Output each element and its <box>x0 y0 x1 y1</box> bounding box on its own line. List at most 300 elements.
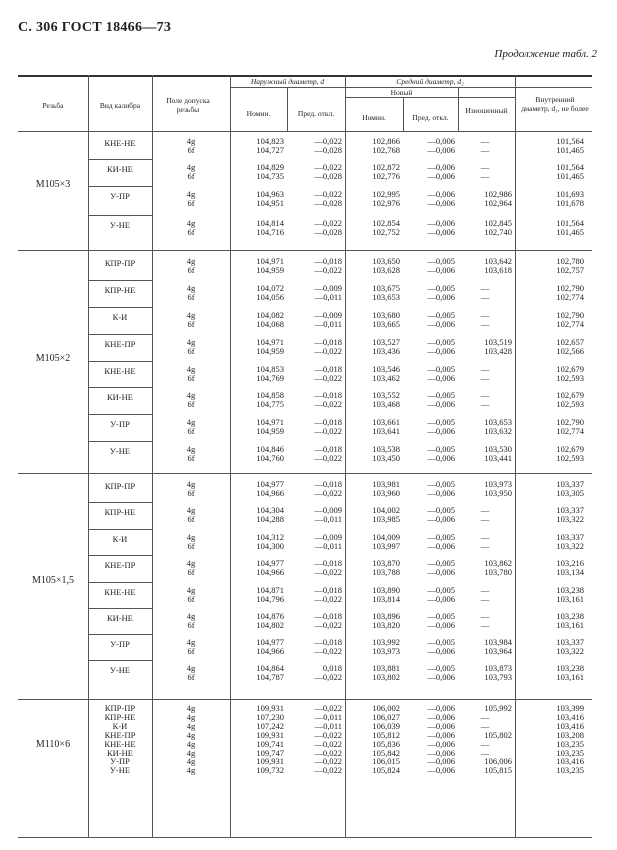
outer-nominal: 104,963 <box>256 189 284 199</box>
inner-diameter: 103,134 <box>556 567 584 577</box>
outer-deviation: —0,018 <box>314 585 342 595</box>
outer-deviation: —0,022 <box>314 373 342 383</box>
thread-designation: M105×2 <box>35 353 71 364</box>
inner-diameter: 102,593 <box>556 453 584 463</box>
middle-deviation: —0,005 <box>427 479 455 489</box>
inner-diameter: 103,337 <box>556 505 584 515</box>
outer-deviation: —0,009 <box>314 532 342 542</box>
middle-deviation: —0,006 <box>427 227 455 237</box>
middle-nominal: 103,641 <box>372 426 400 436</box>
middle-deviation: —0,005 <box>427 283 455 293</box>
middle-nominal: 103,665 <box>372 319 400 329</box>
tolerance-field: 4g <box>186 738 196 749</box>
gauge-type: У-ПР <box>110 756 130 767</box>
outer-deviation: —0,022 <box>314 594 342 604</box>
middle-deviation: —0,006 <box>427 145 455 155</box>
outer-nominal: 104,304 <box>256 505 284 515</box>
inner-diameter: 101,465 <box>556 145 584 155</box>
middle-deviation: —0,006 <box>427 189 455 199</box>
page-header: С. 306 ГОСТ 18466—73 <box>18 20 172 35</box>
middle-deviation: —0,006 <box>427 720 455 731</box>
worn-value: — <box>480 532 490 542</box>
tolerance-field: 4g <box>186 703 196 713</box>
inner-diameter: 103,238 <box>556 585 584 595</box>
tolerance-field: 4g <box>186 417 196 427</box>
outer-deviation: 0,018 <box>322 663 342 673</box>
outer-nominal: 104,716 <box>256 227 284 237</box>
outer-deviation: —0,009 <box>314 505 342 515</box>
header-middle-deviation: Пред. откл. <box>412 113 449 122</box>
middle-nominal: 103,820 <box>372 620 400 630</box>
outer-deviation: —0,022 <box>314 136 342 146</box>
outer-nominal: 104,959 <box>256 265 284 275</box>
worn-value: — <box>480 747 490 758</box>
tolerance-field: 4g <box>186 337 196 347</box>
middle-deviation: —0,006 <box>427 319 455 329</box>
outer-nominal: 104,727 <box>256 145 284 155</box>
middle-deviation: —0,006 <box>427 265 455 275</box>
header-tolerance: Поле допуска резьбы <box>166 96 210 114</box>
inner-diameter: 101,465 <box>556 227 584 237</box>
worn-value: 102,740 <box>484 227 512 237</box>
outer-deviation: —0,022 <box>314 729 342 740</box>
worn-value: 103,973 <box>484 479 512 489</box>
worn-value: 105,802 <box>484 729 512 740</box>
gauge-row-divider <box>88 361 152 362</box>
header-outer-deviation: Пред. откл. <box>297 109 335 118</box>
outer-deviation: —0,018 <box>314 390 342 400</box>
worn-value: — <box>480 711 490 722</box>
header-outer-nominal: Номин. <box>246 109 271 118</box>
worn-value: — <box>480 171 490 181</box>
tolerance-field: 6f <box>187 265 195 275</box>
gauge-type: КНЕ-ПР <box>104 560 136 570</box>
outer-deviation: —0,009 <box>314 283 342 293</box>
header-middle-nominal: Номин. <box>362 113 386 122</box>
gauge-type: КНЕ-НЕ <box>104 738 136 749</box>
outer-deviation: —0,022 <box>314 218 342 228</box>
inner-diameter: 102,774 <box>556 292 584 302</box>
inner-diameter: 103,416 <box>556 756 584 767</box>
middle-deviation: —0,006 <box>427 594 455 604</box>
inner-diameter: 102,790 <box>556 417 584 427</box>
outer-nominal: 104,787 <box>256 672 284 682</box>
middle-nominal: 103,628 <box>372 265 400 275</box>
middle-nominal: 103,890 <box>372 585 400 595</box>
outer-nominal: 104,072 <box>256 283 284 293</box>
outer-deviation: —0,018 <box>314 337 342 347</box>
gauge-row-divider <box>88 441 152 442</box>
middle-deviation: —0,005 <box>427 585 455 595</box>
tolerance-field: 4g <box>186 532 196 542</box>
worn-value: — <box>480 292 490 302</box>
worn-value: — <box>480 611 490 621</box>
tolerance-field: 4g <box>186 558 196 568</box>
gauge-type: У-НЕ <box>109 446 131 456</box>
gauge-type: У-ПР <box>110 419 130 429</box>
tolerance-field: 6f <box>187 292 195 302</box>
middle-deviation: —0,005 <box>427 663 455 673</box>
outer-nominal: 104,951 <box>256 198 284 208</box>
middle-deviation: —0,006 <box>427 136 455 146</box>
section-divider <box>18 473 592 474</box>
inner-diameter: 103,416 <box>556 720 584 731</box>
middle-nominal: 105,836 <box>372 738 400 749</box>
middle-deviation: —0,006 <box>427 346 455 356</box>
outer-deviation: —0,022 <box>314 756 342 767</box>
middle-nominal: 102,872 <box>372 162 400 172</box>
worn-value: 103,873 <box>484 663 512 673</box>
middle-deviation: —0,005 <box>427 390 455 400</box>
inner-diameter: 101,693 <box>556 189 584 199</box>
tolerance-field: 6f <box>187 567 195 577</box>
gauge-type: К-И <box>112 720 128 731</box>
outer-nominal: 104,971 <box>256 256 284 266</box>
section-divider <box>18 837 592 838</box>
tolerance-field: 6f <box>187 453 195 463</box>
outer-nominal: 104,823 <box>256 136 284 146</box>
outer-deviation: —0,022 <box>314 346 342 356</box>
inner-diameter: 102,593 <box>556 399 584 409</box>
middle-nominal: 103,527 <box>372 337 400 347</box>
gauge-type: К-И <box>112 534 128 544</box>
inner-diameter: 102,593 <box>556 373 584 383</box>
worn-value: — <box>480 390 490 400</box>
middle-nominal: 103,802 <box>372 672 400 682</box>
worn-value: — <box>480 310 490 320</box>
tolerance-field: 6f <box>187 198 195 208</box>
outer-deviation: —0,022 <box>314 646 342 656</box>
gauge-row-divider <box>88 582 152 583</box>
inner-diameter: 101,465 <box>556 171 584 181</box>
worn-value: 103,642 <box>484 256 512 266</box>
middle-deviation: —0,005 <box>427 417 455 427</box>
middle-nominal: 102,776 <box>372 171 400 181</box>
inner-diameter: 103,416 <box>556 711 584 722</box>
middle-nominal: 103,973 <box>372 646 400 656</box>
tolerance-field: 4g <box>186 505 196 515</box>
outer-nominal: 104,971 <box>256 417 284 427</box>
middle-deviation: —0,006 <box>427 541 455 551</box>
middle-deviation: —0,006 <box>427 756 455 767</box>
middle-deviation: —0,006 <box>427 426 455 436</box>
inner-diameter: 102,657 <box>556 337 584 347</box>
tolerance-field: 4g <box>186 765 196 776</box>
tolerance-field: 6f <box>187 541 195 551</box>
outer-deviation: —0,022 <box>314 747 342 758</box>
outer-nominal: 104,977 <box>256 479 284 489</box>
header-gauge: Вид калибра <box>99 101 141 110</box>
middle-deviation: —0,006 <box>427 488 455 498</box>
outer-deviation: —0,018 <box>314 256 342 266</box>
gauge-type: КНЕ-ПР <box>104 339 136 349</box>
middle-nominal: 103,981 <box>372 479 400 489</box>
gauge-type: КПР-ПР <box>104 258 136 268</box>
middle-nominal: 103,436 <box>372 346 400 356</box>
middle-deviation: —0,006 <box>427 620 455 630</box>
outer-nominal: 104,966 <box>256 646 284 656</box>
outer-deviation: —0,018 <box>314 637 342 647</box>
gauge-type: КПР-НЕ <box>104 711 136 722</box>
thread-designation: M105×1,5 <box>31 575 75 586</box>
middle-deviation: —0,006 <box>427 373 455 383</box>
outer-nominal: 104,735 <box>256 171 284 181</box>
outer-deviation: —0,022 <box>314 426 342 436</box>
middle-nominal: 102,976 <box>372 198 400 208</box>
tolerance-field: 6f <box>187 373 195 383</box>
outer-deviation: —0,018 <box>314 479 342 489</box>
middle-nominal: 103,870 <box>372 558 400 568</box>
inner-diameter: 102,757 <box>556 265 584 275</box>
tolerance-field: 6f <box>187 426 195 436</box>
outer-nominal: 104,966 <box>256 567 284 577</box>
gauge-type: КПР-ПР <box>104 481 136 491</box>
middle-deviation: —0,006 <box>427 514 455 524</box>
gauge-row-divider <box>88 608 152 609</box>
tolerance-field: 4g <box>186 585 196 595</box>
outer-deviation: —0,022 <box>314 672 342 682</box>
inner-diameter: 103,337 <box>556 637 584 647</box>
gauge-type: КНЕ-НЕ <box>104 366 136 376</box>
tolerance-field: 4g <box>186 663 196 673</box>
inner-diameter: 103,399 <box>556 703 584 713</box>
inner-diameter: 103,322 <box>556 514 584 524</box>
inner-diameter: 103,305 <box>556 488 584 498</box>
middle-deviation: —0,006 <box>427 703 455 713</box>
tolerance-field: 4g <box>186 637 196 647</box>
gauge-row-divider <box>88 159 152 160</box>
middle-nominal: 103,650 <box>372 256 400 266</box>
middle-deviation: —0,006 <box>427 292 455 302</box>
inner-diameter: 101,564 <box>556 162 584 172</box>
middle-deviation: —0,005 <box>427 310 455 320</box>
middle-deviation: —0,006 <box>427 747 455 758</box>
middle-deviation: —0,005 <box>427 611 455 621</box>
header-new: Новый <box>390 88 413 97</box>
outer-deviation: —0,022 <box>314 189 342 199</box>
outer-deviation: —0,018 <box>314 558 342 568</box>
middle-nominal: 105,812 <box>372 729 400 740</box>
tolerance-field: 4g <box>186 189 196 199</box>
tolerance-field: 4g <box>186 310 196 320</box>
outer-deviation: —0,022 <box>314 265 342 275</box>
worn-value: 103,862 <box>484 558 512 568</box>
outer-nominal: 104,846 <box>256 444 284 454</box>
inner-diameter: 102,679 <box>556 364 584 374</box>
worn-value: — <box>480 145 490 155</box>
worn-value: — <box>480 373 490 383</box>
worn-value: — <box>480 399 490 409</box>
outer-nominal: 104,876 <box>256 611 284 621</box>
inner-diameter: 103,238 <box>556 611 584 621</box>
gauge-row-divider <box>88 502 152 503</box>
worn-value: — <box>480 319 490 329</box>
outer-deviation: —0,022 <box>314 765 342 776</box>
inner-diameter: 103,235 <box>556 747 584 758</box>
middle-deviation: —0,006 <box>427 765 455 776</box>
worn-value: 103,793 <box>484 672 512 682</box>
thread-designation: M110×6 <box>35 739 71 750</box>
worn-value: 103,984 <box>484 637 512 647</box>
outer-deviation: —0,018 <box>314 364 342 374</box>
outer-nominal: 104,864 <box>256 663 284 673</box>
inner-diameter: 103,337 <box>556 532 584 542</box>
outer-deviation: —0,009 <box>314 310 342 320</box>
tolerance-field: 6f <box>187 646 195 656</box>
middle-nominal: 102,854 <box>372 218 400 228</box>
thread-designation: M105×3 <box>35 179 71 190</box>
worn-value: — <box>480 585 490 595</box>
outer-deviation: —0,018 <box>314 611 342 621</box>
gauge-row-divider <box>88 387 152 388</box>
outer-nominal: 104,769 <box>256 373 284 383</box>
worn-value: — <box>480 514 490 524</box>
middle-deviation: —0,006 <box>427 399 455 409</box>
outer-nominal: 109,732 <box>256 765 284 776</box>
tolerance-field: 6f <box>187 594 195 604</box>
middle-nominal: 103,814 <box>372 594 400 604</box>
inner-diameter: 103,235 <box>556 765 584 776</box>
outer-nominal: 104,288 <box>256 514 284 524</box>
middle-nominal: 103,992 <box>372 637 400 647</box>
tolerance-field: 4g <box>186 479 196 489</box>
inner-diameter: 102,780 <box>556 256 584 266</box>
outer-deviation: —0,011 <box>314 514 342 524</box>
middle-deviation: —0,005 <box>427 364 455 374</box>
inner-diameter: 102,679 <box>556 444 584 454</box>
worn-value: — <box>480 738 490 749</box>
inner-diameter: 101,564 <box>556 136 584 146</box>
header-middle-diameter: Средний диаметр, d₂ <box>396 77 464 86</box>
outer-nominal: 104,858 <box>256 390 284 400</box>
worn-value: 105,815 <box>484 765 512 776</box>
outer-deviation: —0,022 <box>314 162 342 172</box>
outer-nominal: 104,977 <box>256 558 284 568</box>
outer-nominal: 104,760 <box>256 453 284 463</box>
outer-nominal: 104,977 <box>256 637 284 647</box>
middle-deviation: —0,005 <box>427 532 455 542</box>
inner-diameter: 102,774 <box>556 426 584 436</box>
outer-nominal: 109,747 <box>256 747 284 758</box>
inner-diameter: 101,678 <box>556 198 584 208</box>
gauge-type: У-НЕ <box>109 765 131 776</box>
outer-nominal: 104,829 <box>256 162 284 172</box>
outer-nominal: 104,802 <box>256 620 284 630</box>
outer-deviation: —0,028 <box>314 171 342 181</box>
middle-nominal: 103,896 <box>372 611 400 621</box>
header-thread: Резьба <box>42 101 64 110</box>
worn-value: 103,632 <box>484 426 512 436</box>
tolerance-field: 4g <box>186 390 196 400</box>
worn-value: — <box>480 594 490 604</box>
middle-nominal: 103,881 <box>372 663 400 673</box>
tolerance-field: 6f <box>187 399 195 409</box>
middle-nominal: 103,653 <box>372 292 400 302</box>
worn-value: 103,519 <box>484 337 512 347</box>
middle-deviation: —0,006 <box>427 218 455 228</box>
inner-diameter: 103,161 <box>556 594 584 604</box>
middle-nominal: 103,546 <box>372 364 400 374</box>
middle-nominal: 102,752 <box>372 227 400 237</box>
tolerance-field: 6f <box>187 171 195 181</box>
middle-deviation: —0,006 <box>427 171 455 181</box>
middle-deviation: —0,006 <box>427 729 455 740</box>
middle-nominal: 102,866 <box>372 136 400 146</box>
header-inner-diameter: Внутренний диаметр, d₁, не более <box>521 95 589 113</box>
section-divider <box>18 250 592 251</box>
inner-diameter: 102,790 <box>556 283 584 293</box>
gauge-type: У-ПР <box>110 191 130 201</box>
middle-nominal: 104,009 <box>372 532 400 542</box>
gauge-type: КПР-ПР <box>104 703 136 713</box>
worn-value: 102,964 <box>484 198 512 208</box>
outer-nominal: 104,056 <box>256 292 284 302</box>
middle-deviation: —0,005 <box>427 637 455 647</box>
outer-nominal: 104,300 <box>256 541 284 551</box>
worn-value: 103,530 <box>484 444 512 454</box>
middle-nominal: 103,462 <box>372 373 400 383</box>
middle-nominal: 103,680 <box>372 310 400 320</box>
tolerance-field: 6f <box>187 514 195 524</box>
outer-deviation: —0,011 <box>314 720 342 731</box>
inner-diameter: 102,790 <box>556 310 584 320</box>
gauge-type: КНЕ-НЕ <box>104 138 136 148</box>
middle-nominal: 103,788 <box>372 567 400 577</box>
outer-nominal: 104,871 <box>256 585 284 595</box>
outer-deviation: —0,028 <box>314 145 342 155</box>
outer-nominal: 104,082 <box>256 310 284 320</box>
middle-deviation: —0,005 <box>427 337 455 347</box>
gauge-row-divider <box>88 529 152 530</box>
outer-nominal: 104,959 <box>256 346 284 356</box>
gauge-type: КИ-НЕ <box>107 747 133 758</box>
middle-nominal: 106,027 <box>372 711 400 722</box>
inner-diameter: 103,235 <box>556 738 584 749</box>
worn-value: — <box>480 720 490 731</box>
middle-deviation: —0,006 <box>427 672 455 682</box>
inner-diameter: 101,564 <box>556 218 584 228</box>
outer-nominal: 109,931 <box>256 703 284 713</box>
gauge-type: КПР-НЕ <box>104 507 136 517</box>
tolerance-field: 4g <box>186 162 196 172</box>
tolerance-field: 4g <box>186 364 196 374</box>
outer-deviation: —0,011 <box>314 319 342 329</box>
outer-nominal: 104,971 <box>256 337 284 347</box>
tolerance-field: 6f <box>187 319 195 329</box>
inner-diameter: 103,161 <box>556 620 584 630</box>
worn-value: — <box>480 505 490 515</box>
worn-value: — <box>480 162 490 172</box>
gauge-type: КИ-НЕ <box>107 392 133 402</box>
gauge-row-divider <box>88 186 152 187</box>
outer-nominal: 104,775 <box>256 399 284 409</box>
tolerance-field: 6f <box>187 620 195 630</box>
gauge-row-divider <box>88 660 152 661</box>
tolerance-field: 4g <box>186 747 196 758</box>
tolerance-field: 4g <box>186 720 196 731</box>
outer-deviation: —0,011 <box>314 711 342 722</box>
worn-value: 105,992 <box>484 703 512 713</box>
inner-diameter: 103,322 <box>556 541 584 551</box>
middle-nominal: 102,768 <box>372 145 400 155</box>
outer-deviation: —0,022 <box>314 703 342 713</box>
gauge-type: КНЕ-НЕ <box>104 587 136 597</box>
inner-diameter: 102,566 <box>556 346 584 356</box>
header-worn: Изношенный <box>465 106 508 115</box>
middle-deviation: —0,005 <box>427 558 455 568</box>
middle-nominal: 103,538 <box>372 444 400 454</box>
tolerance-field: 4g <box>186 756 196 767</box>
